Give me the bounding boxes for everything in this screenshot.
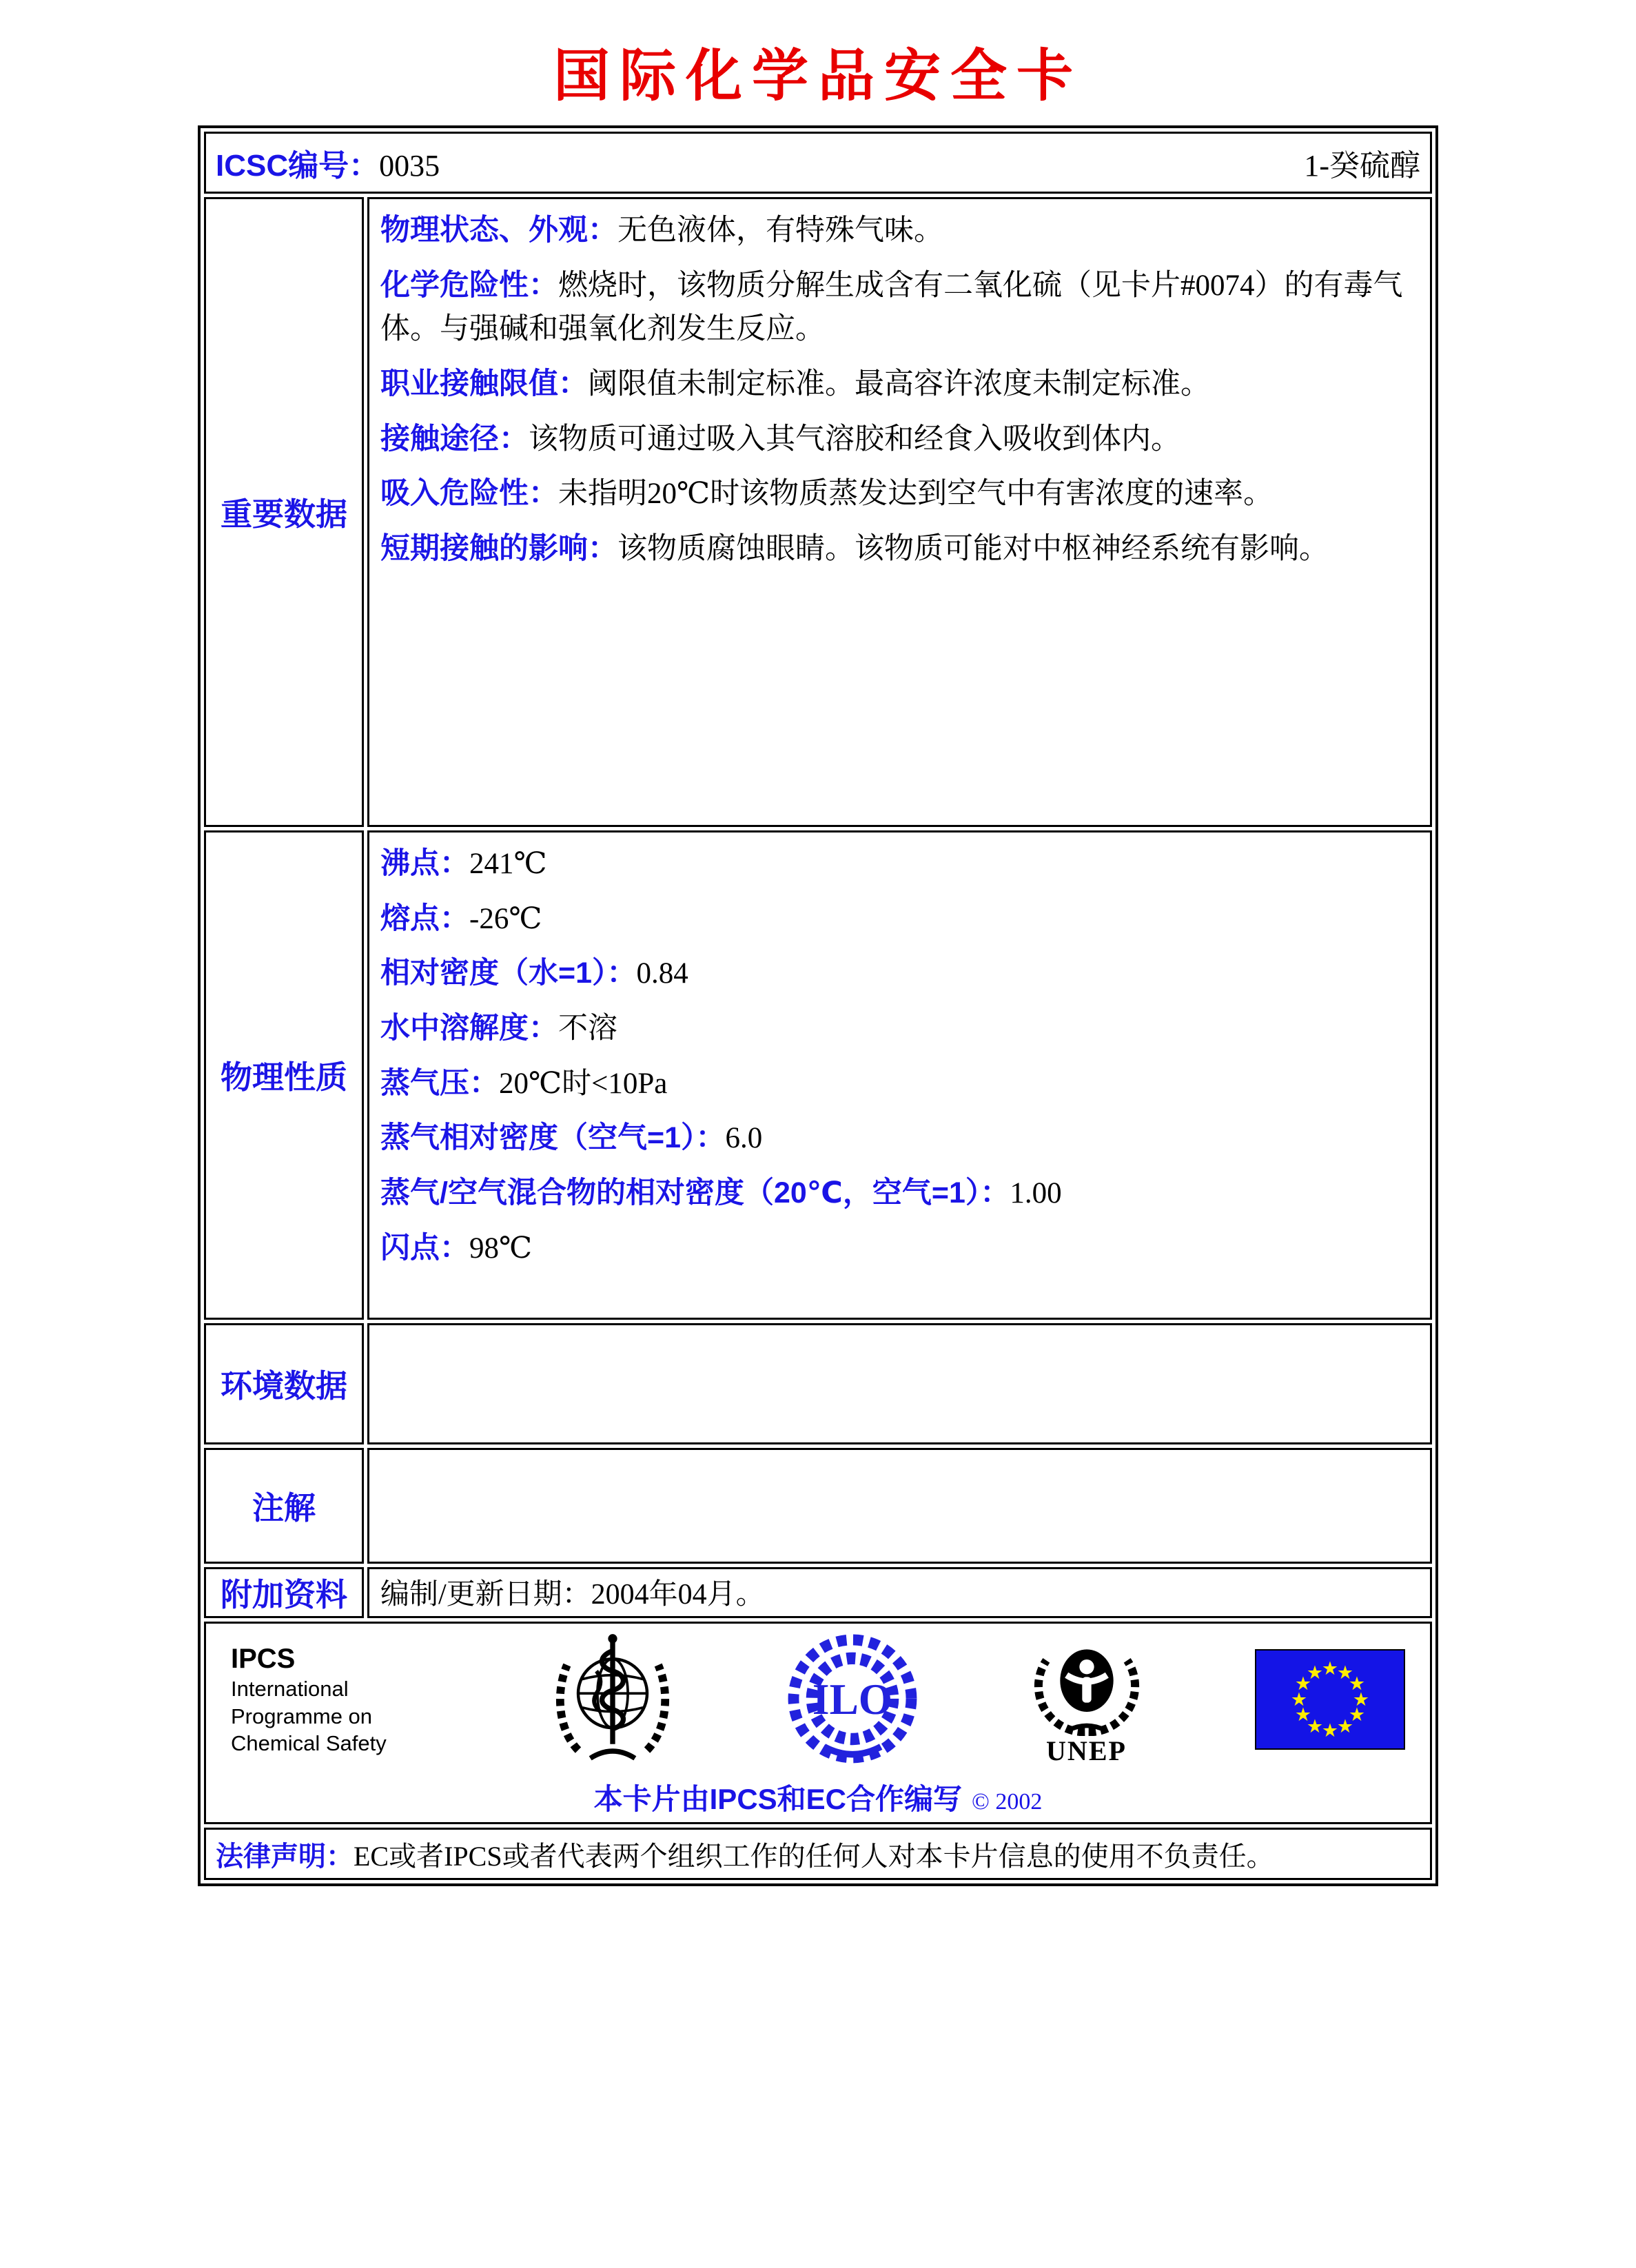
copyright-text: © 2002	[972, 1789, 1043, 1815]
field-value: -26℃	[469, 902, 542, 935]
field-value: 该物质可通过吸入其气溶胶和经食入吸收到体内。	[529, 422, 1180, 456]
who-logo-icon	[551, 1631, 674, 1768]
field-value: 0.84	[636, 957, 688, 990]
field-value: 无色液体，有特殊气味。	[617, 214, 943, 247]
section-label-physical-properties: 物理性质	[204, 830, 364, 1320]
svg-text:★: ★	[1321, 1658, 1339, 1680]
field-vapor-pressure	[380, 1062, 1419, 1106]
svg-text:★: ★	[1306, 1716, 1324, 1738]
section-label-notes: 注解	[204, 1448, 364, 1564]
credit-line	[213, 1777, 1423, 1818]
legal-row	[204, 1828, 1432, 1880]
section-label-important-data: 重要数据	[204, 197, 364, 827]
important-data-content	[367, 197, 1432, 827]
svg-text:★: ★	[1294, 1673, 1312, 1695]
ipcs-subtitle-line: International	[231, 1676, 349, 1701]
svg-text:★: ★	[1321, 1720, 1339, 1742]
additional-info-content	[367, 1567, 1432, 1618]
physical-properties-row	[204, 830, 1432, 1320]
svg-text:★: ★	[1294, 1704, 1312, 1726]
important-data-row	[204, 197, 1432, 827]
field-label: 闪点：	[380, 1231, 469, 1265]
legal-label: 法律声明：	[216, 1841, 354, 1872]
field-label: 职业接触限值：	[380, 367, 588, 401]
ipcs-title: IPCS	[231, 1643, 296, 1674]
field-label: 水中溶解度：	[380, 1012, 558, 1045]
field-value: 未指明20℃时该物质蒸发达到空气中有害浓度的速率。	[558, 478, 1274, 511]
icsc-number-group	[216, 141, 440, 185]
ipcs-subtitle-line: Chemical Safety	[231, 1731, 387, 1756]
field-value: 不溶	[558, 1012, 617, 1045]
field-label: 吸入危险性：	[380, 477, 558, 511]
ipcs-subtitle-line: Programme on	[231, 1704, 373, 1728]
unep-logo-icon	[1032, 1633, 1142, 1736]
field-label: 熔点：	[380, 901, 469, 935]
section-label-additional-info: 附加资料	[204, 1567, 364, 1618]
header-row	[204, 132, 1432, 194]
physical-properties-content	[367, 830, 1432, 1320]
field-value: 241℃	[469, 848, 547, 881]
notes-content	[367, 1448, 1432, 1564]
field-label: 接触途径：	[380, 422, 529, 456]
icsc-number-value: 0035	[379, 149, 440, 183]
field-label: 物理状态、外观：	[380, 214, 617, 247]
svg-text:★: ★	[1290, 1689, 1308, 1711]
field-flash-point	[380, 1227, 1419, 1271]
field-value: 20℃时<10Pa	[499, 1067, 668, 1100]
field-occupational-limit	[380, 362, 1419, 407]
chemical-name: 1-癸硫醇	[1304, 149, 1420, 183]
legal-cell	[204, 1828, 1432, 1880]
icsc-document-page	[0, 45, 1636, 2268]
field-relative-density	[380, 952, 1419, 996]
field-inhalation-risk	[380, 472, 1419, 516]
field-short-term-effects	[380, 527, 1419, 571]
svg-text:★: ★	[1306, 1662, 1324, 1684]
footer-row	[204, 1622, 1432, 1824]
page-title: 国际化学品安全卡	[553, 45, 1083, 108]
environmental-data-row	[204, 1323, 1432, 1444]
field-label: 蒸气相对密度（空气=1）：	[380, 1121, 726, 1155]
field-value: 6.0	[725, 1122, 763, 1155]
field-physical-state	[380, 209, 1419, 253]
svg-text:★: ★	[1336, 1662, 1354, 1684]
update-date-text: 编制/更新日期：2004年04月。	[380, 1579, 765, 1611]
unep-label: UNEP	[1046, 1735, 1127, 1766]
field-exposure-route	[380, 418, 1419, 462]
credit-text: 本卡片由IPCS和EC合作编写	[593, 1783, 963, 1816]
field-value: 1.00	[1010, 1176, 1062, 1209]
svg-text:★: ★	[1348, 1704, 1366, 1726]
field-vapor-relative-density	[380, 1116, 1419, 1161]
field-boiling-point	[380, 842, 1419, 886]
svg-text:★: ★	[1336, 1716, 1354, 1738]
field-melting-point	[380, 897, 1419, 941]
field-label: 沸点：	[380, 847, 469, 881]
ilo-logo-icon	[787, 1633, 918, 1767]
field-label: 化学危险性：	[380, 268, 558, 302]
section-label-environmental-data: 环境数据	[204, 1323, 364, 1444]
environmental-data-content	[367, 1323, 1432, 1444]
field-value: 该物质腐蚀眼睛。该物质可能对中枢神经系统有影响。	[617, 532, 1329, 565]
footer-cell	[204, 1622, 1432, 1824]
header-cell	[204, 132, 1432, 194]
field-chemical-danger	[380, 264, 1419, 351]
ipcs-block	[231, 1642, 438, 1757]
unep-logo-block	[1032, 1633, 1142, 1767]
field-value: 燃烧时，该物质分解生成含有二氧化硫（见卡片#0074）的有毒气体。与强碱和强氧化剂发生反应。	[380, 269, 1403, 346]
eu-flag-icon	[1255, 1649, 1405, 1750]
field-label: 蒸气/空气混合物的相对密度（20℃，空气=1）：	[380, 1176, 1010, 1209]
field-value: 阈限值未制定标准。最高容许浓度未制定标准。	[588, 368, 1210, 401]
svg-text:★: ★	[1352, 1689, 1370, 1711]
field-label: 蒸气压：	[380, 1066, 499, 1100]
icsc-card-table	[198, 125, 1438, 1886]
svg-text:ILO: ILO	[812, 1675, 893, 1724]
svg-text:★: ★	[1348, 1673, 1366, 1695]
legal-text: EC或者IPCS或者代表两个组织工作的任何人对本卡片信息的使用不负责任。	[354, 1840, 1274, 1872]
icsc-number-label: ICSC编号：	[216, 149, 380, 183]
field-label: 相对密度（水=1）：	[380, 957, 637, 990]
notes-row	[204, 1448, 1432, 1564]
field-value: 98℃	[469, 1232, 533, 1265]
field-label: 短期接触的影响：	[380, 531, 617, 565]
field-vapor-air-mixture-density	[380, 1172, 1419, 1216]
field-water-solubility	[380, 1007, 1419, 1051]
additional-info-row	[204, 1567, 1432, 1618]
